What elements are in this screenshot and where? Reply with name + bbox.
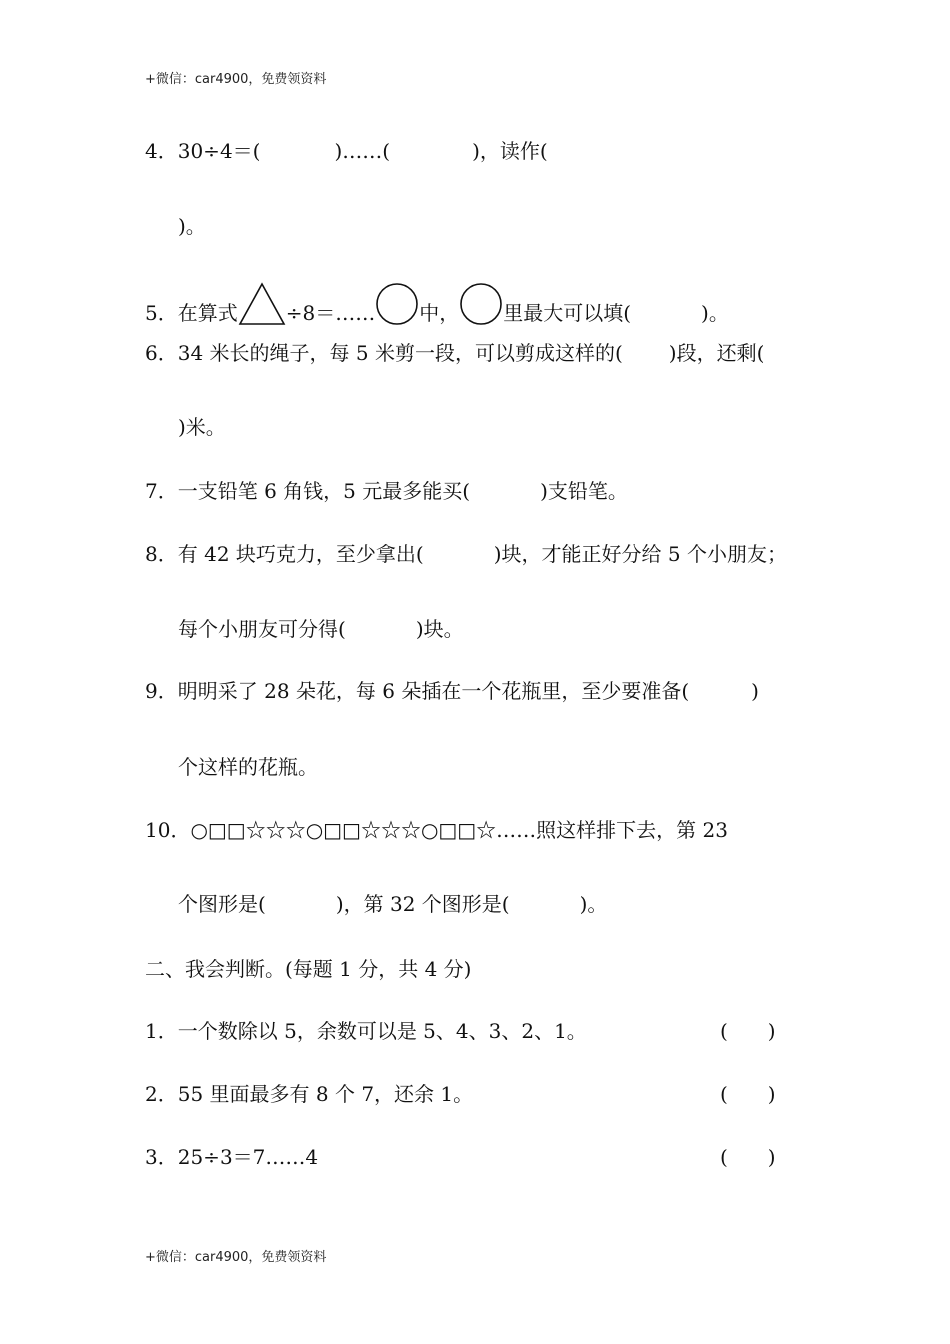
- judge-3-answer[interactable]: ( ): [720, 1145, 776, 1169]
- triangle-icon: [238, 282, 286, 326]
- question-text: 一支铅笔 6 角钱，5 元最多能买(: [177, 479, 471, 503]
- question-9: [145, 677, 759, 705]
- question-text: )。: [178, 214, 206, 238]
- question-10-cont: [178, 890, 607, 918]
- question-number: 7．: [145, 479, 178, 503]
- circle-icon: [375, 282, 419, 326]
- question-6: [145, 339, 764, 367]
- question-number: 6．: [145, 341, 178, 365]
- question-text: 30÷4＝(: [177, 139, 261, 163]
- question-4-cont: [178, 212, 206, 240]
- question-text: )块，才能正好分给 5 个小朋友；: [493, 542, 787, 566]
- question-text: )，第 32 个图形是(: [335, 892, 510, 916]
- question-6-cont: [178, 413, 226, 441]
- question-number: 10．: [145, 818, 191, 842]
- question-number: 9．: [145, 679, 178, 703]
- judge-3: [145, 1143, 318, 1171]
- question-text: 55 里面最多有 8 个 7，还余 1。: [177, 1082, 474, 1106]
- question-text: ÷8＝……: [285, 301, 376, 325]
- circle-icon: [459, 282, 503, 326]
- question-text: 个图形是(: [178, 892, 266, 916]
- question-text: )块。: [415, 617, 464, 641]
- question-text: 有 42 块巧克力，至少拿出(: [177, 542, 424, 566]
- judge-1: [145, 1017, 587, 1045]
- question-number: 4．: [145, 139, 178, 163]
- question-text: )米。: [178, 415, 226, 439]
- question-10: [145, 816, 728, 844]
- question-text: ○□□☆☆☆○□□☆☆☆○□□☆……照这样排下去，第 23: [190, 818, 728, 842]
- question-text: 每个小朋友可分得(: [178, 617, 346, 641]
- question-5: [145, 282, 729, 327]
- question-text: )支铅笔。: [540, 479, 628, 503]
- question-number: 1．: [145, 1019, 178, 1043]
- question-number: 8．: [145, 542, 178, 566]
- question-9-cont: [178, 753, 318, 781]
- judge-2-answer[interactable]: ( ): [720, 1082, 776, 1106]
- question-text: 明明采了 28 朵花，每 6 朵插在一个花瓶里，至少要准备(: [177, 679, 690, 703]
- judge-2: [145, 1080, 473, 1108]
- question-text: 个这样的花瓶。: [178, 755, 318, 779]
- section-2-title: 二、我会判断。(每题 1 分，共 4 分): [145, 957, 472, 981]
- watermark-top: +微信：car4900，免费领资料: [145, 72, 327, 87]
- question-text: 在算式: [177, 301, 238, 325]
- question-text: 里最大可以填(: [503, 301, 632, 325]
- question-text: ): [751, 679, 759, 703]
- judge-1-answer[interactable]: ( ): [720, 1019, 776, 1043]
- question-text: 一个数除以 5，余数可以是 5、4、3、2、1。: [177, 1019, 587, 1043]
- question-number: 5．: [145, 301, 178, 325]
- question-text: 34 米长的绳子，每 5 米剪一段，可以剪成这样的(: [177, 341, 623, 365]
- question-number: 2．: [145, 1082, 178, 1106]
- question-text: 中，: [419, 301, 460, 325]
- question-text: )……(: [334, 139, 391, 163]
- question-7: [145, 477, 628, 505]
- question-text: )，读作(: [472, 139, 548, 163]
- question-text: )。: [701, 301, 729, 325]
- question-4: [145, 137, 548, 165]
- question-number: 3．: [145, 1145, 178, 1169]
- question-8: [145, 540, 787, 568]
- watermark-bottom: +微信：car4900，免费领资料: [145, 1250, 327, 1265]
- question-text: )段，还剩(: [668, 341, 765, 365]
- question-text: )。: [579, 892, 608, 916]
- question-8-cont: [178, 615, 464, 643]
- question-text: 25÷3＝7……4: [177, 1145, 319, 1169]
